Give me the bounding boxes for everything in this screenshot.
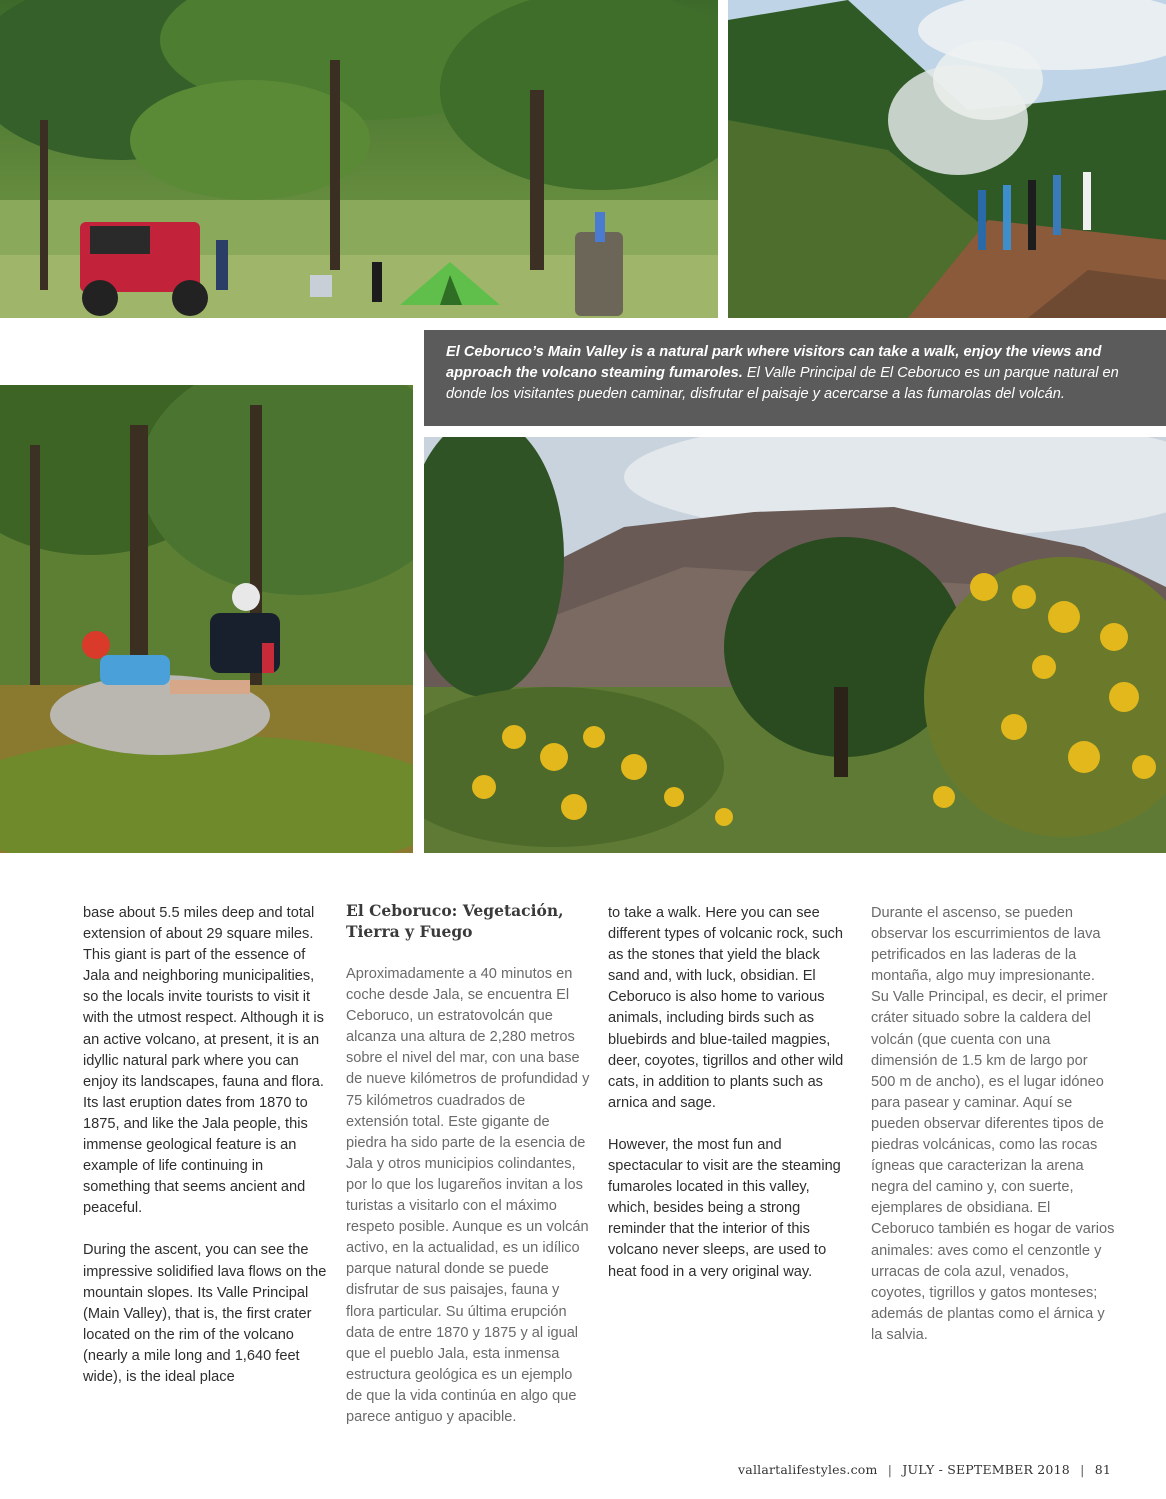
column-spanish-1 bbox=[346, 900, 590, 1449]
footer-separator-1: | bbox=[887, 1462, 893, 1477]
column-english-2 bbox=[608, 903, 852, 1304]
footer-site: vallartalifestyles.com bbox=[738, 1462, 878, 1477]
col4-paragraph-1: Durante el ascenso, se pueden observar los escurrimientos de lava petrificados en las laderas de la montaña, algo muy impresionante. Su Valle Principal, es decir, el primer cráter situado sobre la caldera del volcán (que cuenta con una dimensión de 1.5 km de largo por 500 m de ancho), es el lugar idóneo para pasear y caminar. Aquí se pueden observar diferentes tipos de piedras volcánicas, como las rocas ígneas que caracterizan la arena negra del camino y, con suerte, ejemplares de obsidiana. El Ceboruco también es hogar de varios animales: aves como el cenzontle y urracas de cola azul, venados, coyotes, tigrillos y gatos monteses; además de plantas como el árnica y la salvia. bbox=[871, 905, 1115, 1343]
col2-paragraph-1: Aproximadamente a 40 minutos en coche desde Jala, se encuentra El Ceboruco, un estratovolcán que alcanza una altura de 2,280 metros sobre el nivel del mar, con una base de nueve kilómetros de profundidad y 75 kilómetros cuadrados de extensión total. Este gigante de piedra ha sido parte de la esencia de Jala y otros municipios colindantes, por lo que los lugareños invitan a los turistas a visitarlo con el máximo respeto posible. Aunque es un volcán activo, en la actualidad, es un idílico parque natural donde se puede disfrutar de sus paisajes, fauna y flora particular. Su última erupción data de entre 1870 y 1875 y al igual que el pueblo Jala, esta inmensa estructura geológica es un ejemplo de que la vida continúa en algo que parece antiguo y apacible. bbox=[346, 966, 590, 1425]
section-heading: El Ceboruco: Vegetación, Tierra y Fuego bbox=[346, 901, 564, 941]
footer-issue: JULY - SEPTEMBER 2018 bbox=[902, 1462, 1070, 1477]
photo-caption bbox=[424, 330, 1166, 426]
page-footer bbox=[738, 1462, 1111, 1477]
photo-gap bbox=[0, 318, 413, 374]
col3-paragraph-1: to take a walk. Here you can see different types of volcanic rock, such as the stones that yield the black sand and, with luck, obsidian. El Ceboruco is also home to various animals, including birds such as bluebirds and blue-tailed magpies, deer, coyotes, tigrillos and other wild cats, in addition to plants such as arnica and sage. bbox=[608, 905, 844, 1111]
col1-paragraph-2: During the ascent, you can see the impressive solidified lava flows on the mountain slopes. Its Valle Principal (Main Valley), that is, the first crater located on the rim of the volcano (nearly a mile long and 1,640 feet wide), is the ideal place bbox=[83, 1242, 327, 1385]
caption-english: El Ceboruco’s Main Valley is a natural park where visitors can take a walk, enjoy the views and approach the volcano steaming fumaroles. bbox=[446, 344, 1102, 381]
column-spanish-2 bbox=[871, 903, 1115, 1367]
caption-spanish: El Valle Principal de El Ceboruco es un parque natural en donde los visitantes pueden caminar, disfrutar el paisaje y acercarse a las fumarolas del volcán. bbox=[446, 365, 1119, 402]
col1-paragraph-1: base about 5.5 miles deep and total extension of about 29 square miles. This giant is part of the essence of Jala and neighboring municipalities, so the locals invite tourists to visit it with the utmost respect. Although it is an active volcano, at present, it is an idyllic natural park where you can enjoy its landscapes, fauna and flora. Its last eruption dates from 1870 to 1875, and like the Jala people, this immense geological feature is an example of life continuing in something that seems ancient and peaceful. bbox=[83, 905, 324, 1217]
photo-volcano-valley bbox=[424, 437, 1166, 853]
page-number: 81 bbox=[1094, 1462, 1111, 1477]
col3-paragraph-2: However, the most fun and spectacular to visit are the steaming fumaroles located in this valley, which, besides being a strong reminder that the interior of this volcano never sleeps, are used to heat food in a very original way. bbox=[608, 1136, 841, 1280]
photo-camping-jeep bbox=[0, 0, 718, 318]
column-english-1 bbox=[83, 903, 327, 1409]
footer-separator-2: | bbox=[1080, 1462, 1085, 1477]
photo-resting-hikers bbox=[0, 385, 413, 853]
photo-fumarole-hikers bbox=[728, 0, 1166, 318]
